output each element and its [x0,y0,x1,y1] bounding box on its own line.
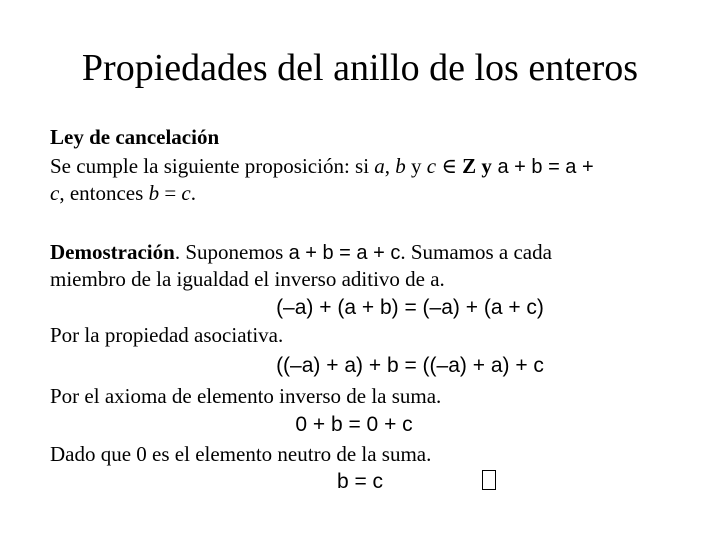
cancel-equation: a + b = a + [491,156,594,178]
ley-statement-line-2 [50,180,196,206]
qed-box-icon [482,470,496,490]
period: . [190,181,196,205]
element-of-symbol: ∈ [436,154,463,178]
ley-text: Se cumple la siguiente proposición: si [50,154,375,178]
demo-text-1: . Suponemos [174,240,289,264]
var-b-2: b [148,181,160,205]
demo-equation-4: b = c [336,470,384,493]
demo-line-1 [50,239,552,266]
slide-title: Propiedades del anillo de los enteros [81,47,639,89]
demo-heading: Demostración [50,240,175,264]
demo-note-2: Por el axioma de elemento inverso de la suma. [50,384,442,408]
var-b: b [395,154,406,178]
entonces-text: , entonces [59,181,149,205]
demo-note-1: Por la propiedad asociativa. [50,323,284,347]
demo-line-2: miembro de la igualdad el inverso aditivo de a. [50,267,445,291]
demo-equation-3: 0 + b = 0 + c [295,413,413,436]
demo-expression-1: a + b = a + c [288,242,401,264]
comma: , [384,154,396,178]
equals: = [159,181,182,205]
var-c: c [426,154,437,178]
var-c-3: c [181,181,191,205]
var-a: a [374,154,385,178]
integers-symbol: Z y [462,154,492,178]
ley-statement-line-1 [50,153,594,180]
var-c-2: c [50,181,60,205]
demo-equation-2: ((–a) + a) + b = ((–a) + a) + c [276,354,544,377]
demo-note-3: Dado que 0 es el elemento neutro de la suma. [50,442,432,466]
ley-heading: Ley de cancelación [50,125,220,149]
conj-y: y [405,154,427,178]
demo-text-1-end: . Sumamos a cada [400,240,552,264]
demo-equation-1: (–a) + (a + b) = (–a) + (a + c) [276,296,544,319]
